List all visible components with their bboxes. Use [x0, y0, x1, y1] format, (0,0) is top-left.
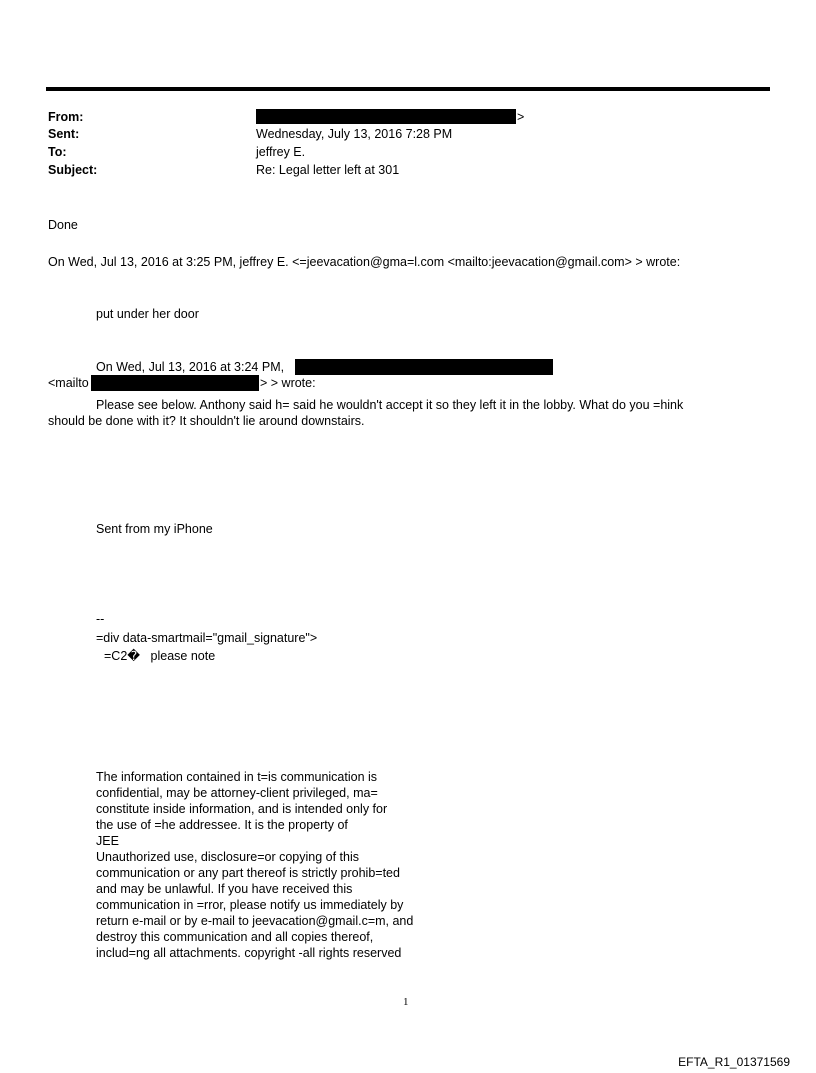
- from-label: From:: [48, 110, 84, 124]
- disclaimer-line: JEE: [96, 834, 119, 848]
- subject-value: Re: Legal letter left at 301: [256, 163, 400, 177]
- disclaimer-line: Unauthorized use, disclosure=or copying of this: [96, 850, 359, 864]
- quote2-intro: On Wed, Jul 13, 2016 at 3:24 PM,: [96, 360, 285, 374]
- quote2-mailto-prefix: <mailto: [48, 376, 89, 390]
- disclaimer-line: constitute inside information, and is intended only for: [96, 802, 388, 816]
- disclaimer-line: communication in =rror, please notify us immediately by: [96, 898, 404, 912]
- disclaimer-line: The information contained in t=is communication is: [96, 770, 378, 784]
- to-value: jeffrey E.: [256, 145, 306, 159]
- quote1-text: put under her door: [96, 307, 199, 321]
- to-label: To:: [48, 145, 67, 159]
- disclaimer-line: and may be unlawful. If you have received this: [96, 882, 353, 896]
- header-rule: [46, 87, 770, 91]
- redaction-sender: [295, 359, 553, 375]
- disclaimer-line: includ=ng all attachments. copyright -all rights reserved: [96, 946, 402, 960]
- redaction-mailto: [91, 375, 259, 391]
- page-number: 1: [403, 996, 409, 1008]
- signature-dashes: --: [96, 612, 105, 626]
- quote2-mailto-suffix: > > wrote:: [260, 376, 316, 390]
- quote2-line1: Please see below. Anthony said h= said he wouldn't accept it so they left it in the lobby. What do you =hink: [96, 398, 684, 412]
- quote1-intro: On Wed, Jul 13, 2016 at 3:25 PM, jeffrey E. <=jeevacation@gma=l.com <mailto:jeevacation@gmail.com> > wrote:: [48, 255, 681, 269]
- disclaimer-line: communication or any part thereof is strictly prohib=ted: [96, 866, 400, 880]
- redaction-from: [256, 109, 516, 124]
- signature-div-text: =div data-smartmail="gmail_signature">: [96, 631, 318, 645]
- bates-number: EFTA_R1_01371569: [678, 1055, 790, 1069]
- reply-text: Done: [48, 218, 78, 232]
- sent-from-text: Sent from my iPhone: [96, 522, 213, 536]
- sent-value: Wednesday, July 13, 2016 7:28 PM: [256, 127, 453, 141]
- sent-label: Sent:: [48, 127, 80, 141]
- quote2-line2: should be done with it? It shouldn't lie around downstairs.: [48, 414, 365, 428]
- disclaimer-line: confidential, may be attorney-client privileged, ma=: [96, 786, 378, 800]
- disclaimer-line: return e-mail or by e-mail to jeevacation@gmail.c=m, and: [96, 914, 414, 928]
- disclaimer-line: the use of =he addressee. It is the property of: [96, 818, 348, 832]
- signature-note: =C2� please note: [104, 649, 216, 663]
- from-value-suffix: >: [517, 110, 525, 124]
- disclaimer-line: destroy this communication and all copies thereof,: [96, 930, 374, 944]
- subject-label: Subject:: [48, 163, 98, 177]
- disclaimer-block: [96, 769, 456, 961]
